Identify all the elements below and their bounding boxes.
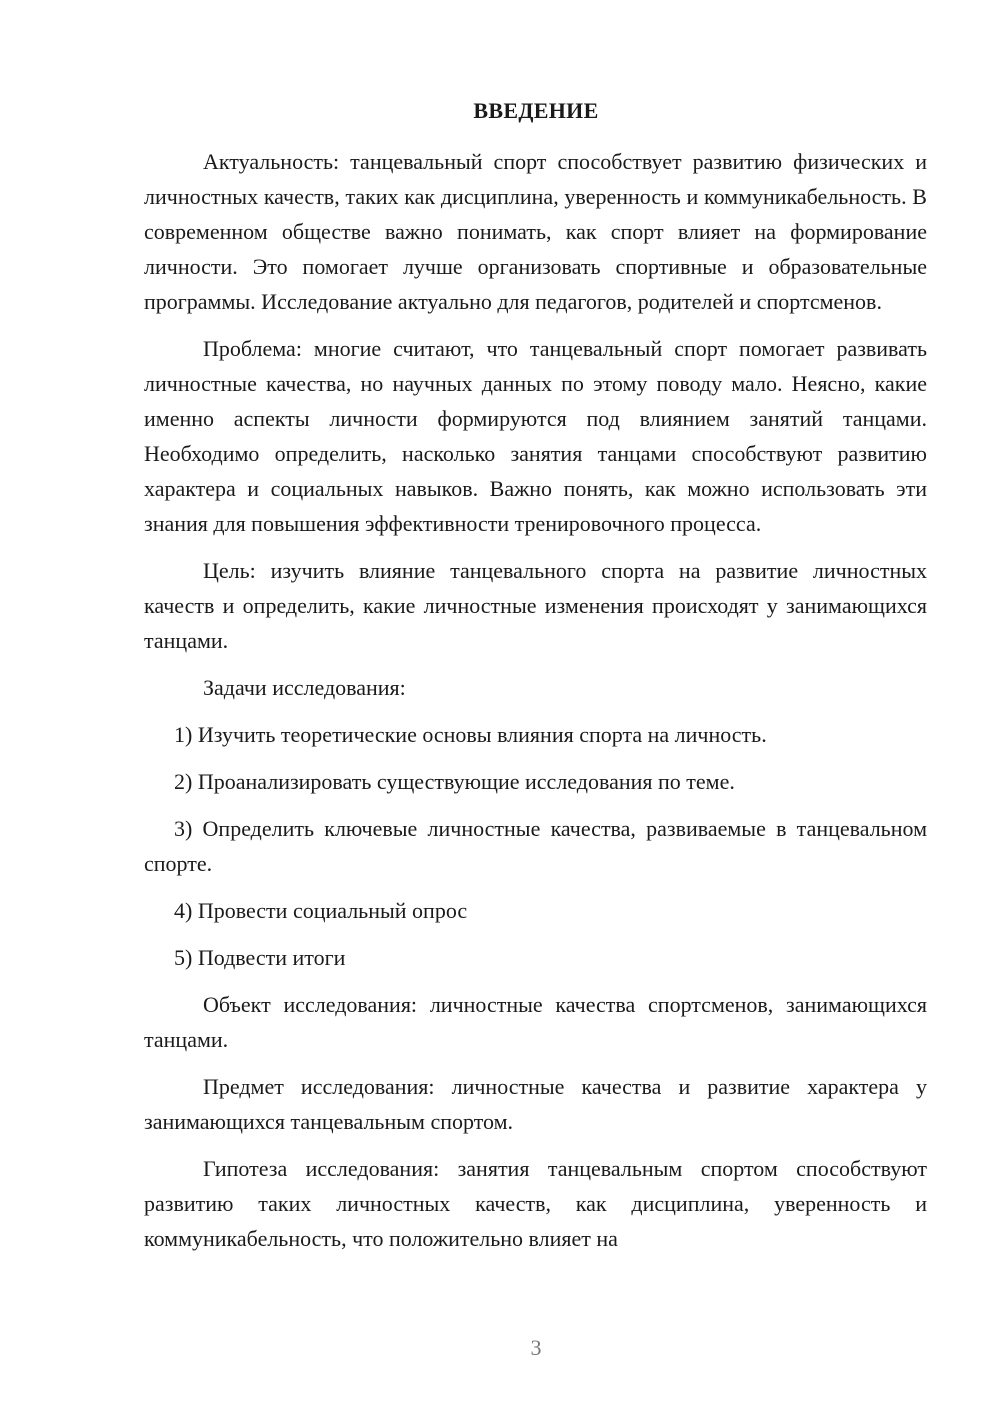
paragraph-problem: Проблема: многие считают, что танцевальный спорт помогает развивать личностные качества, но научных данных по этому поводу мало. Неясно, какие именно аспекты личности формируются под влиянием занятий танцами. Необходимо определить, насколько занятия танцами способствуют развитию характера и социальных навыков. Важно понять, как можно использовать эти знания для повышения эффективности тренировочного процесса.: [144, 336, 927, 536]
paragraph-object: Объект исследования: личностные качества спортсменов, занимающихся танцами.: [144, 992, 927, 1052]
page-title: ВВЕДЕНИЕ: [473, 98, 599, 123]
tasks-heading: Задачи исследования:: [203, 675, 406, 700]
task-item-1: 1) Изучить теоретические основы влияния спорта на личность.: [174, 722, 767, 747]
task-item-4: 4) Провести социальный опрос: [174, 898, 468, 923]
task-item-2: 2) Проанализировать существующие исследования по теме.: [174, 769, 735, 794]
page-number: 3: [530, 1335, 542, 1360]
task-item-3: 3) Определить ключевые личностные качества, развиваемые в танцевальном спорте.: [144, 816, 927, 876]
paragraph-hypothesis: Гипотеза исследования: занятия танцевальным спортом способствуют развитию таких личностных качеств, как дисциплина, уверенность и коммуникабельность, что положительно влияет на: [144, 1156, 927, 1251]
task-item-5: 5) Подвести итоги: [174, 945, 346, 970]
document-body: [144, 144, 927, 1268]
paragraph-goal: Цель: изучить влияние танцевального спорта на развитие личностных качеств и определить, какие личностные изменения происходят у занимающихся танцами.: [144, 558, 927, 653]
paragraph-relevance: Актуальность: танцевальный спорт способствует развитию физических и личностных качеств, таких как дисциплина, уверенность и коммуникабельность. В современном обществе важно понимать, как спорт влияет на формирование личности. Это помогает лучше организовать спортивные и образовательные программы. Исследование актуально для педагогов, родителей и спортсменов.: [144, 149, 927, 314]
paragraph-subject: Предмет исследования: личностные качества и развитие характера у занимающихся танцевальным спортом.: [144, 1074, 927, 1134]
